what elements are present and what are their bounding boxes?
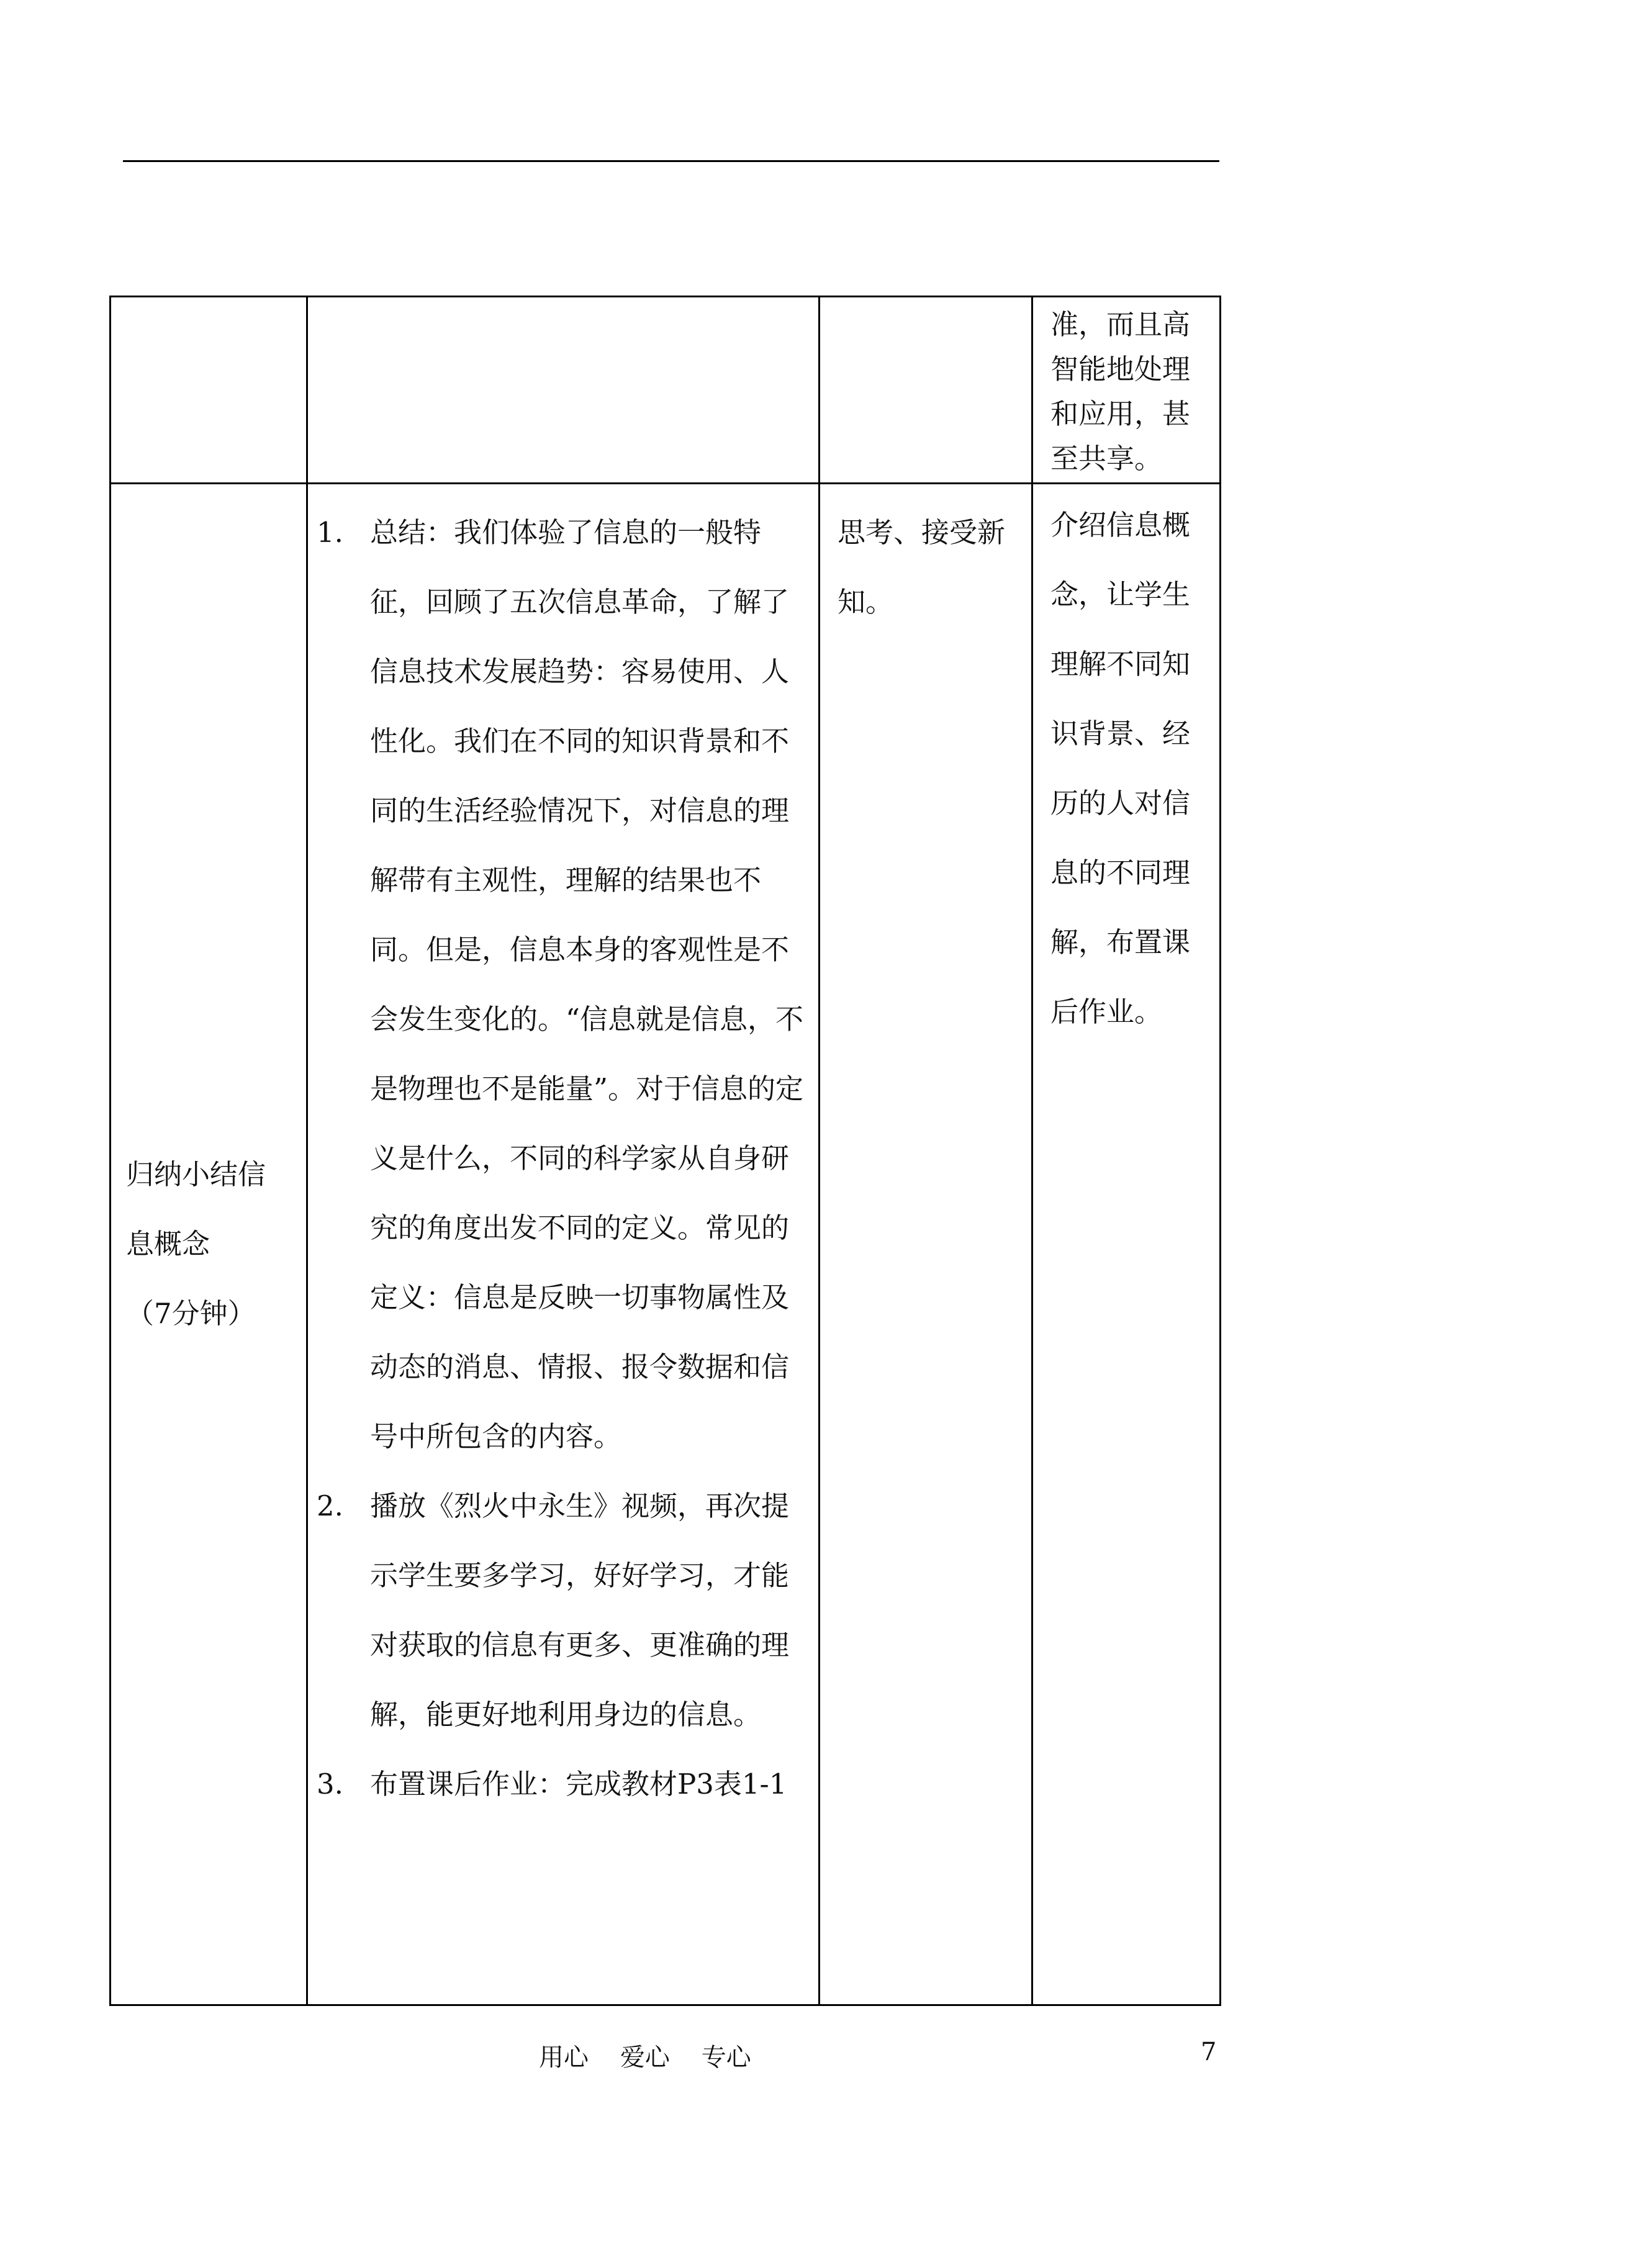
intent-text: 介绍信息概念，让学生理解不同知识背景、经历的人对信息的不同理解，布置课后作业。 <box>1050 508 1191 1028</box>
stage-cell <box>111 484 307 2005</box>
list-item <box>317 1471 806 1750</box>
student-activity-text: 思考、接受新知。 <box>838 516 1006 618</box>
table-row <box>111 484 1221 2005</box>
header-rule <box>123 160 1219 162</box>
table-row <box>111 297 1221 484</box>
page-footer <box>0 2038 1626 2075</box>
intent-cell <box>1032 297 1221 484</box>
footer-motto: 用心 爱心 专心 <box>539 2043 751 2072</box>
list-item <box>317 1750 806 1819</box>
teacher-activity-cell <box>307 484 820 2005</box>
intent-text: 准，而且高智能地处理和应用，甚至共享。 <box>1050 308 1191 475</box>
item-number: 3. <box>317 1768 343 1800</box>
teacher-activity-list <box>308 484 818 1819</box>
student-activity-cell <box>820 297 1032 484</box>
item-text: 布置课后作业：完成教材P3表1-1 <box>370 1768 787 1800</box>
item-text: 总结：我们体验了信息的一般特征，回顾了五次信息革命，了解了信息技术发展趋势：容易使用、人性化。我们在不同的知识背景和不同的生活经验情况下，对信息的理解带有主观性，理解的结果也不同。但是，信息本身的客观性是不会发生变化的。“信息就是信息，不是物理也不是能量”。对于信息的定义是什么，不同的科学家从自身研究的角度出发不同的定义。常见的定义：信息是反映一切事物属性及动态的消息、情报、报令数据和信号中所包含的内容。 <box>370 516 804 1453</box>
stage-cell <box>111 297 307 484</box>
intent-cell <box>1032 484 1221 2005</box>
page-number: 7 <box>1201 2038 1217 2066</box>
item-text: 播放《烈火中永生》视频，再次提示学生要多学习，好好学习，才能对获取的信息有更多、更准确的理解，能更好地利用身边的信息。 <box>370 1489 790 1731</box>
list-item <box>317 498 806 1471</box>
teacher-activity-cell <box>307 297 820 484</box>
student-activity-cell <box>820 484 1032 2005</box>
stage-duration: （7分钟） <box>126 1297 256 1330</box>
item-number: 1. <box>317 516 343 549</box>
stage-label-line: 归纳小结信 <box>126 1158 266 1191</box>
item-number: 2. <box>317 1489 343 1522</box>
lesson-plan-table <box>109 296 1221 2006</box>
stage-label-line: 息概念 <box>126 1227 210 1260</box>
